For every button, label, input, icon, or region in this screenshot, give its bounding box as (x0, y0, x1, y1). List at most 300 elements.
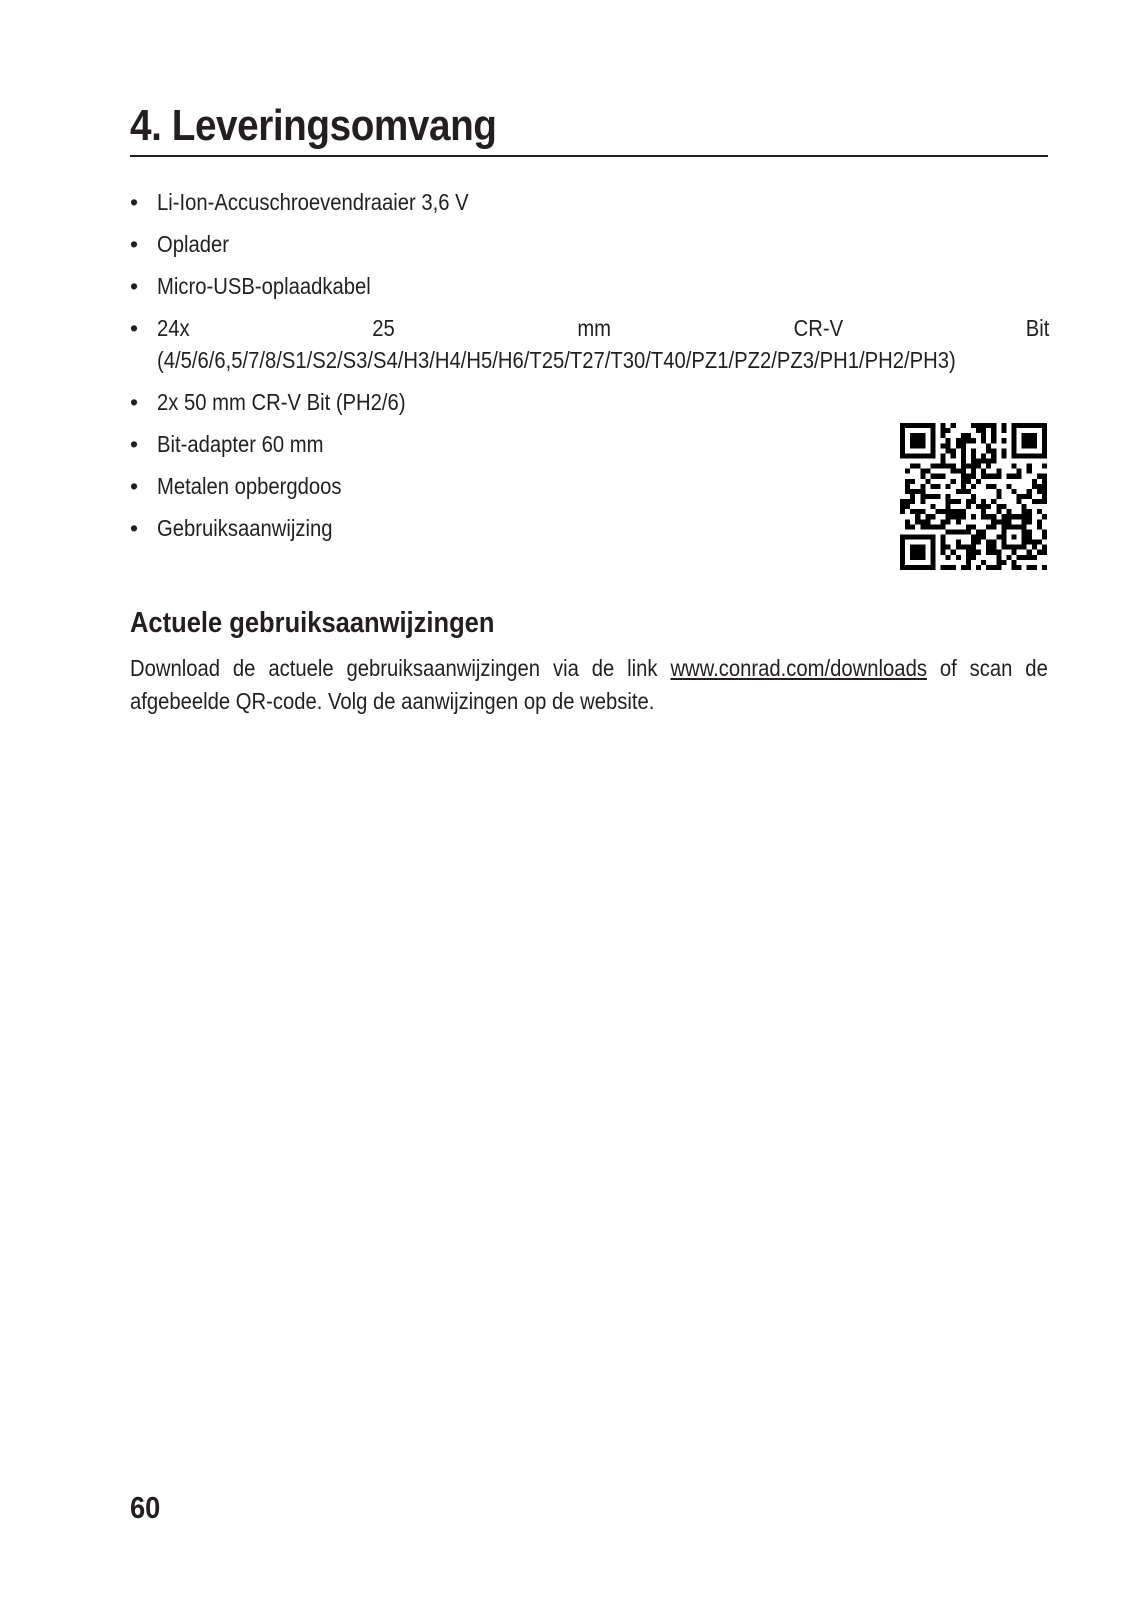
qr-module (971, 499, 976, 504)
qr-module (1006, 524, 1011, 529)
qr-module (971, 540, 976, 545)
qr-module (1027, 438, 1032, 443)
qr-module (941, 464, 946, 469)
qr-module (961, 489, 966, 494)
qr-module (966, 464, 971, 469)
qr-module (900, 428, 905, 433)
qr-module (1001, 514, 1006, 519)
qr-module (981, 474, 986, 479)
qr-module (915, 535, 920, 540)
qr-module (905, 499, 910, 504)
qr-module (986, 550, 991, 555)
qr-module (956, 529, 961, 534)
qr-module (991, 519, 996, 524)
qr-module (946, 565, 951, 570)
list-item-text: Oplader (157, 231, 230, 257)
qr-module (991, 550, 996, 555)
qr-module (946, 484, 951, 489)
qr-module (1006, 474, 1011, 479)
qr-module (905, 453, 910, 458)
bullet: • (130, 431, 139, 457)
list-item-text: Gebruiksaanwijzing (157, 515, 333, 541)
qr-module (1001, 438, 1006, 443)
list-item (130, 312, 1048, 376)
qr-module (971, 464, 976, 469)
qr-module (905, 565, 910, 570)
qr-module (986, 448, 991, 453)
qr-module (1022, 453, 1027, 458)
qr-module (1042, 529, 1047, 534)
qr-module (961, 438, 966, 443)
qr-module (946, 494, 951, 499)
qr-module (1012, 448, 1017, 453)
qr-module (981, 504, 986, 509)
qr-module (1037, 484, 1042, 489)
qr-module (941, 474, 946, 479)
qr-module (951, 423, 956, 428)
qr-module (1001, 524, 1006, 529)
qr-module (1037, 540, 1042, 545)
qr-module (910, 489, 915, 494)
qr-module (910, 509, 915, 514)
qr-module (900, 565, 905, 570)
qr-module (996, 489, 1001, 494)
qr-module (1017, 494, 1022, 499)
qr-module (996, 469, 1001, 474)
list-item (130, 386, 1048, 418)
qr-module (1022, 438, 1027, 443)
qr-module (951, 448, 956, 453)
qr-module (930, 545, 935, 550)
qr-module (1032, 453, 1037, 458)
qr-module (971, 545, 976, 550)
qr-module (910, 423, 915, 428)
qr-module (1042, 448, 1047, 453)
qr-module (1037, 524, 1042, 529)
qr-module (971, 555, 976, 560)
qr-module (1006, 514, 1011, 519)
qr-module (1017, 474, 1022, 479)
qr-module (946, 438, 951, 443)
qr-module (956, 509, 961, 514)
qr-module (946, 499, 951, 504)
qr-module (1012, 433, 1017, 438)
qr-module (991, 448, 996, 453)
qr-module (991, 458, 996, 463)
qr-module (915, 489, 920, 494)
qr-module (1006, 519, 1011, 524)
qr-module (1001, 519, 1006, 524)
qr-module (935, 509, 940, 514)
qr-module (941, 565, 946, 570)
qr-module (1022, 433, 1027, 438)
qr-module (905, 504, 910, 509)
qr-module (925, 535, 930, 540)
qr-module (1042, 474, 1047, 479)
qr-module (905, 489, 910, 494)
qr-module (915, 423, 920, 428)
qr-module (1017, 469, 1022, 474)
qr-module (1037, 489, 1042, 494)
qr-module (1032, 438, 1037, 443)
qr-module (920, 484, 925, 489)
qr-module (996, 550, 1001, 555)
qr-module (961, 514, 966, 519)
qr-module (930, 535, 935, 540)
qr-module (1006, 545, 1011, 550)
qr-module (1012, 443, 1017, 448)
qr-module (900, 550, 905, 555)
qr-module (1012, 514, 1017, 519)
qr-module (1022, 504, 1027, 509)
qr-module (925, 423, 930, 428)
qr-module (1042, 453, 1047, 458)
qr-module (1012, 423, 1017, 428)
qr-module (941, 458, 946, 463)
qr-module (915, 519, 920, 524)
qr-module (971, 494, 976, 499)
qr-module (966, 550, 971, 555)
qr-module (1027, 509, 1032, 514)
qr-module (910, 453, 915, 458)
bullet: • (130, 273, 139, 299)
qr-module (946, 545, 951, 550)
qr-module (1012, 545, 1017, 550)
qr-module (1012, 524, 1017, 529)
qr-module (925, 469, 930, 474)
qr-module (930, 428, 935, 433)
qr-module (905, 484, 910, 489)
qr-module (915, 565, 920, 570)
qr-module (1042, 428, 1047, 433)
qr-module (900, 555, 905, 560)
qr-module (1032, 433, 1037, 438)
qr-module (1027, 550, 1032, 555)
qr-module (1022, 494, 1027, 499)
qr-module (900, 423, 905, 428)
qr-module (1001, 540, 1006, 545)
qr-module (1012, 535, 1017, 540)
qr-code-graphic (900, 423, 1047, 570)
qr-module (1042, 514, 1047, 519)
qr-module (996, 555, 1001, 560)
qr-module (1042, 535, 1047, 540)
qr-module (981, 433, 986, 438)
qr-module (956, 469, 961, 474)
qr-module (971, 474, 976, 479)
qr-module (1017, 514, 1022, 519)
qr-module (961, 565, 966, 570)
qr-module (900, 504, 905, 509)
qr-module (951, 565, 956, 570)
qr-module (925, 565, 930, 570)
qr-module (1027, 423, 1032, 428)
qr-module (966, 474, 971, 479)
qr-module (915, 550, 920, 555)
qr-module (996, 519, 1001, 524)
qr-module (976, 423, 981, 428)
qr-module (910, 464, 915, 469)
qr-module (961, 509, 966, 514)
qr-module (1001, 453, 1006, 458)
qr-module (930, 438, 935, 443)
qr-module (1042, 565, 1047, 570)
qr-module (941, 550, 946, 555)
qr-module (1012, 550, 1017, 555)
qr-module (1032, 479, 1037, 484)
qr-module (1022, 524, 1027, 529)
qr-module (951, 479, 956, 484)
qr-module (986, 545, 991, 550)
qr-module (976, 428, 981, 433)
qr-module (976, 535, 981, 540)
manuals-section-title: Actuele gebruiksaanwijzingen (130, 607, 495, 639)
qr-module (966, 479, 971, 484)
qr-module (1012, 474, 1017, 479)
qr-module (941, 433, 946, 438)
qr-module (1001, 504, 1006, 509)
qr-module (920, 474, 925, 479)
qr-module (991, 453, 996, 458)
qr-module (1037, 453, 1042, 458)
qr-module (976, 550, 981, 555)
qr-module (900, 540, 905, 545)
qr-module (951, 464, 956, 469)
qr-module (1017, 545, 1022, 550)
qr-module (920, 555, 925, 560)
qr-module (986, 504, 991, 509)
qr-module (946, 509, 951, 514)
qr-module (1001, 423, 1006, 428)
qr-module (981, 499, 986, 504)
qr-module (941, 535, 946, 540)
qr-module (981, 423, 986, 428)
qr-module (1042, 484, 1047, 489)
qr-module (981, 453, 986, 458)
qr-module (941, 443, 946, 448)
qr-module (961, 448, 966, 453)
manuals-section-text (130, 652, 1048, 718)
qr-module (920, 535, 925, 540)
qr-module (961, 453, 966, 458)
qr-module (941, 540, 946, 545)
qr-module (915, 514, 920, 519)
qr-module (966, 545, 971, 550)
qr-module (920, 469, 925, 474)
page-number: 60 (130, 1490, 161, 1525)
qr-module (986, 458, 991, 463)
qr-module (1017, 565, 1022, 570)
qr-module (956, 514, 961, 519)
qr-module (920, 565, 925, 570)
qr-module (925, 524, 930, 529)
qr-module (935, 494, 940, 499)
qr-module (1042, 494, 1047, 499)
qr-module (1017, 555, 1022, 560)
qr-module (986, 524, 991, 529)
qr-module (930, 565, 935, 570)
qr-module (1022, 514, 1027, 519)
qr-module (930, 514, 935, 519)
qr-module (930, 474, 935, 479)
qr-module (1022, 519, 1027, 524)
downloads-link[interactable]: www.conrad.com/downloads (670, 655, 927, 681)
qr-module (1012, 489, 1017, 494)
qr-module (956, 540, 961, 545)
bullet: • (130, 315, 139, 341)
qr-module (986, 565, 991, 570)
qr-module (991, 433, 996, 438)
qr-module (1032, 484, 1037, 489)
qr-module (1001, 529, 1006, 534)
qr-module (966, 560, 971, 565)
qr-module (971, 524, 976, 529)
qr-module (1027, 555, 1032, 560)
qr-module (996, 509, 1001, 514)
qr-module (915, 453, 920, 458)
qr-module (920, 499, 925, 504)
qr-module (971, 469, 976, 474)
qr-module (951, 550, 956, 555)
qr-module (1001, 448, 1006, 453)
qr-module (1027, 443, 1032, 448)
qr-module (946, 519, 951, 524)
qr-module (910, 545, 915, 550)
qr-module (946, 504, 951, 509)
list-item-text: Micro-USB-oplaadkabel (157, 273, 371, 299)
qr-module (935, 464, 940, 469)
qr-module (941, 423, 946, 428)
qr-module (915, 433, 920, 438)
qr-module (1027, 433, 1032, 438)
qr-module (920, 443, 925, 448)
qr-module (1027, 494, 1032, 499)
qr-module (930, 524, 935, 529)
qr-module (941, 519, 946, 524)
qr-module (986, 484, 991, 489)
qr-module (1001, 535, 1006, 540)
qr-module (915, 555, 920, 560)
qr-module (986, 514, 991, 519)
qr-module (981, 458, 986, 463)
qr-module (991, 524, 996, 529)
qr-code-icon (900, 423, 1047, 570)
qr-module (1032, 565, 1037, 570)
qr-module (910, 555, 915, 560)
qr-module (1032, 423, 1037, 428)
qr-module (1037, 550, 1042, 555)
qr-module (1027, 453, 1032, 458)
qr-module (971, 484, 976, 489)
qr-module (925, 514, 930, 519)
qr-module (905, 519, 910, 524)
qr-module (961, 464, 966, 469)
qr-module (910, 438, 915, 443)
qr-module (956, 519, 961, 524)
qr-module (981, 509, 986, 514)
qr-module (930, 540, 935, 545)
qr-module (961, 484, 966, 489)
qr-module (900, 545, 905, 550)
qr-module (966, 489, 971, 494)
qr-module (946, 514, 951, 519)
qr-module (1037, 474, 1042, 479)
qr-module (930, 464, 935, 469)
qr-module (986, 423, 991, 428)
qr-module (961, 545, 966, 550)
qr-module (961, 479, 966, 484)
qr-module (966, 529, 971, 534)
qr-module (900, 433, 905, 438)
qr-module (986, 540, 991, 545)
qr-module (1022, 555, 1027, 560)
qr-module (991, 438, 996, 443)
manuals-text-after-link: of scan de afgebeelde QR-code. Volg de aanwijzingen op de website. (130, 655, 1048, 714)
qr-module (930, 484, 935, 489)
qr-module (991, 540, 996, 545)
qr-module (1022, 545, 1027, 550)
qr-module (966, 524, 971, 529)
qr-module (976, 529, 981, 534)
qr-module (956, 438, 961, 443)
qr-module (1037, 423, 1042, 428)
qr-module (976, 464, 981, 469)
qr-module (951, 509, 956, 514)
qr-module (900, 448, 905, 453)
qr-module (976, 479, 981, 484)
qr-module (1027, 565, 1032, 570)
qr-module (1027, 535, 1032, 540)
qr-module (961, 433, 966, 438)
qr-module (946, 555, 951, 560)
qr-module (966, 438, 971, 443)
qr-module (910, 550, 915, 555)
qr-module (935, 474, 940, 479)
qr-module (910, 433, 915, 438)
qr-module (966, 504, 971, 509)
qr-module (991, 499, 996, 504)
qr-module (996, 494, 1001, 499)
qr-module (910, 494, 915, 499)
qr-module (905, 423, 910, 428)
qr-module (1027, 489, 1032, 494)
qr-module (1042, 423, 1047, 428)
qr-module (971, 535, 976, 540)
list-item-text: Bit-adapter 60 mm (157, 431, 324, 457)
qr-module (930, 433, 935, 438)
qr-module (1027, 529, 1032, 534)
qr-module (900, 560, 905, 565)
qr-module (961, 529, 966, 534)
qr-module (981, 560, 986, 565)
qr-module (930, 423, 935, 428)
bullet: • (130, 231, 139, 257)
qr-module (956, 443, 961, 448)
qr-module (1017, 423, 1022, 428)
qr-module (971, 448, 976, 453)
qr-module (946, 443, 951, 448)
qr-module (976, 458, 981, 463)
qr-module (920, 550, 925, 555)
qr-module (1037, 499, 1042, 504)
qr-module (920, 489, 925, 494)
qr-module (946, 448, 951, 453)
qr-module (900, 499, 905, 504)
qr-module (900, 509, 905, 514)
qr-module (946, 464, 951, 469)
qr-module (1012, 438, 1017, 443)
qr-module (1027, 469, 1032, 474)
